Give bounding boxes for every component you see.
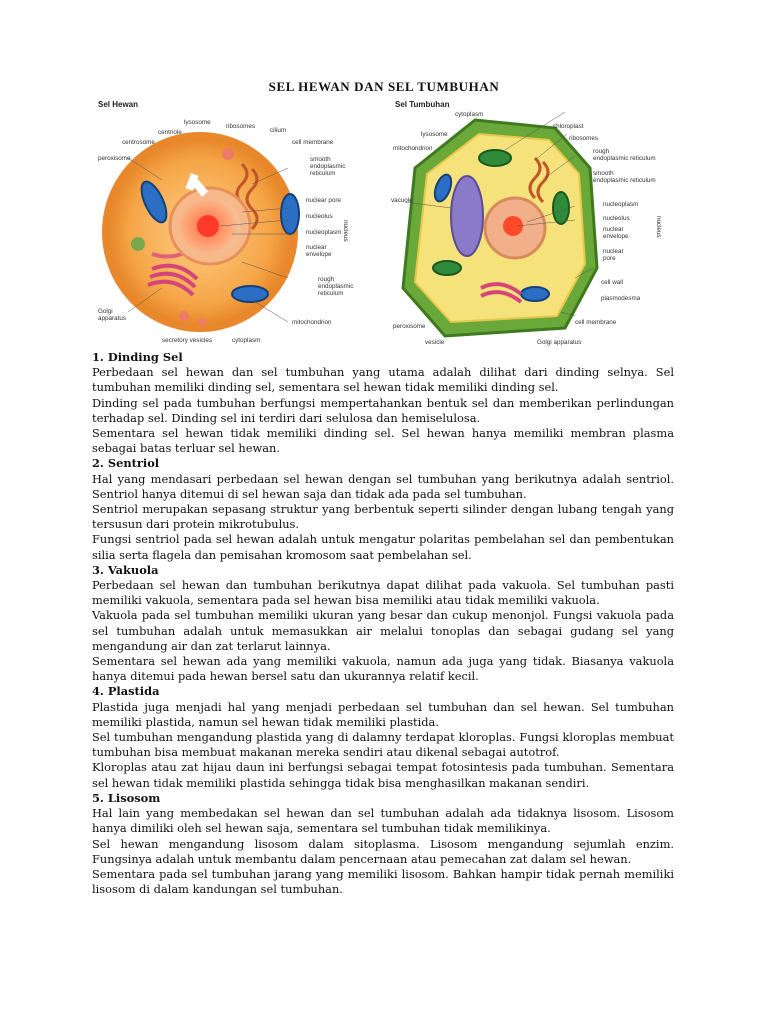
label-vacuole: vacuole — [391, 197, 413, 204]
label-plasmodesma: plasmodesma — [601, 295, 641, 302]
section-vakuola — [92, 563, 674, 685]
paragraph: Hal lain yang membedakan sel hewan dan sel tumbuhan adalah ada tidaknya lisosom. Lisosom hanya dimiliki oleh sel hewan saja, sementara sel tumbuhan tidak memilikinya. — [92, 806, 674, 836]
label-mitochondrion: mitochondrion — [292, 319, 332, 326]
paragraph: Dinding sel pada tumbuhan berfungsi mempertahankan bentuk sel dan memberikan perlindungan terhadap sel. Dinding sel ini terdiri dari selulosa dan hemiselulosa. — [92, 395, 674, 425]
paragraph: Sel hewan mengandung lisosom dalam sitoplasma. Lisosom mengandung sejumlah enzim. Fungsinya adalah untuk membantu dalam pencernaan atau pemecahan zat dalam sel hewan. — [92, 836, 674, 866]
label-cytoplasm: cytoplasm — [455, 111, 484, 118]
nucleolus-shape — [197, 215, 219, 237]
paragraph: Sementara sel hewan ada yang memiliki vakuola, namun ada juga yang tidak. Biasanya vakuola hanya ditemui pada hewan bersel satu dan ukurannya relatif kecil. — [92, 654, 674, 684]
paragraph: Sementara pada sel tumbuhan jarang yang memiliki lisosom. Bahkan hampir tidak pernah memiliki lisosom di dalam kandungan sel tumbuhan. — [92, 866, 674, 897]
paragraph: Perbedaan sel hewan dan tumbuhan berikutnya dapat dilihat pada vakuola. Sel tumbuhan pasti memiliki vakuola, sementara pada sel hewan bisa memiliki atau tidak memiliki vakuola. — [92, 578, 674, 608]
animal-cell-illustration — [92, 94, 362, 350]
section-dinding-sel — [92, 350, 674, 456]
label-golgi: Golgi apparatus — [98, 308, 127, 322]
paragraph: Sentriol merupakan sepasang struktur yang berbentuk seperti silinder dengan lubang tengah yang tersusun dari protein mikrotubulus. — [92, 502, 674, 532]
section-heading: 1. Dinding Sel — [92, 350, 183, 364]
chloroplast-shape — [479, 150, 511, 166]
paragraph: Vakuola pada sel tumbuhan memiliki ukuran yang besar dan cukup menonjol. Fungsi vakuola pada sel tumbuhan adalah untuk memasukkan air melalui tonoplas dan sebagai gudang sel yang mengandung air dan zat terlarut lainnya. — [92, 608, 674, 653]
paragraph: Fungsi sentriol pada sel hewan adalah untuk mengatur polaritas pembelahan sel dan pembentukan silia serta flagela dan pemisahan kromosom saat pembelahan sel. — [92, 532, 674, 562]
label-nuclear-envelope: nuclear envelope — [306, 244, 332, 258]
label-nuclear-pore: nuclear pore — [306, 197, 342, 204]
section-heading: 5. Lisosom — [92, 790, 161, 805]
label-centrosome: centrosome — [122, 139, 155, 146]
label-nucleolus: nucleolus — [603, 215, 630, 222]
page-title: SEL HEWAN DAN SEL TUMBUHAN — [268, 79, 500, 94]
section-heading: 2. Sentriol — [92, 456, 160, 471]
paragraph: Hal yang mendasari perbedaan sel hewan dengan sel tumbuhan yang berikutnya adalah sentriol. Sentriol hanya ditemui di sel hewan saja dan tidak ada pada sel tumbuhan. — [92, 471, 674, 501]
label-rough-er: rough endoplasmic reticulum — [318, 276, 354, 297]
label-vesicle: vesicle — [425, 339, 445, 346]
label-nucleus: nucleus — [655, 216, 662, 238]
section-lisosom — [92, 791, 674, 897]
paragraph: Sel tumbuhan mengandung plastida yang di dalamny terdapat kloroplas. Fungsi kloroplas membuat tumbuhan bisa membuat makanan mereka sendiri atau dikenal sebagai autotrof. — [92, 730, 674, 760]
label-rough-er: rough endoplasmic reticulum — [593, 148, 656, 162]
paragraph: Sementara sel hewan tidak memiliki dinding sel. Sel hewan hanya memiliki membran plasma sebagai batas terluar sel hewan. — [92, 426, 674, 456]
label-mitochondrion: mitochondrion — [393, 145, 433, 152]
label-centriole: centriole — [158, 129, 182, 136]
label-peroxisome: peroxisome — [98, 155, 131, 162]
animal-cell-title: Sel Hewan — [98, 100, 139, 109]
label-nucleus: nucleus — [342, 220, 349, 242]
label-nucleoplasm: nucleoplasm — [603, 201, 639, 208]
document-body — [92, 350, 674, 897]
label-nuclear-pore: nuclear pore — [603, 248, 624, 262]
label-cell-membrane: cell membrane — [292, 139, 334, 146]
label-secretory-vesicles: secretory vesicles — [162, 337, 213, 344]
label-chloroplast: chloroplast — [553, 123, 584, 130]
label-ribosomes: ribosomes — [226, 123, 256, 130]
section-heading: 3. Vakuola — [92, 562, 159, 577]
label-golgi: Golgi apparatus — [537, 339, 582, 346]
label-peroxisome: peroxisome — [393, 323, 426, 330]
label-nucleolus: nucleolus — [306, 213, 333, 220]
label-nucleoplasm: nucleoplasm — [306, 229, 342, 236]
section-sentriol — [92, 456, 674, 562]
label-lysosome: lysosome — [421, 131, 448, 138]
animal-cell-figure — [92, 94, 362, 350]
section-plastida — [92, 684, 674, 790]
mitochondrion-shape — [281, 194, 299, 234]
label-cell-wall: cell wall — [601, 279, 624, 286]
plant-cell-figure — [385, 98, 670, 350]
vacuole-shape — [451, 176, 483, 256]
label-nuclear-envelope: nuclear envelope — [603, 226, 629, 240]
nucleolus-shape — [503, 216, 523, 236]
paragraph: Plastida juga menjadi hal yang menjadi perbedaan sel tumbuhan dan sel hewan. Sel tumbuhan memiliki plastida, namun sel hewan tidak memiliki plastida. — [92, 699, 674, 729]
paragraph: Perbedaan sel hewan dan sel tumbuhan yang utama adalah dilihat dari dinding selnya. Sel tumbuhan memiliki dinding sel, sementara sel hewan tidak memiliki dinding sel. — [92, 365, 674, 395]
label-smooth-er: smooth endoplasmic reticulum — [593, 170, 656, 184]
label-cell-membrane: cell membrane — [575, 319, 617, 326]
label-lysosome: lysosome — [184, 119, 211, 126]
label-smooth-er: smooth endoplasmic reticulum — [310, 156, 346, 177]
label-cilium: cilium — [270, 127, 287, 134]
label-ribosomes: ribosomes — [569, 135, 599, 142]
paragraph: Kloroplas atau zat hijau daun ini berfungsi sebagai tempat fotosintesis pada tumbuhan. Sementara sel hewan tidak memiliki plastida sehingga tidak bisa menghasilkan makanan sendiri. — [92, 760, 674, 790]
plant-cell-title: Sel Tumbuhan — [395, 100, 450, 109]
label-cytoplasm: cytoplasm — [232, 337, 261, 344]
section-heading: 4. Plastida — [92, 684, 160, 699]
